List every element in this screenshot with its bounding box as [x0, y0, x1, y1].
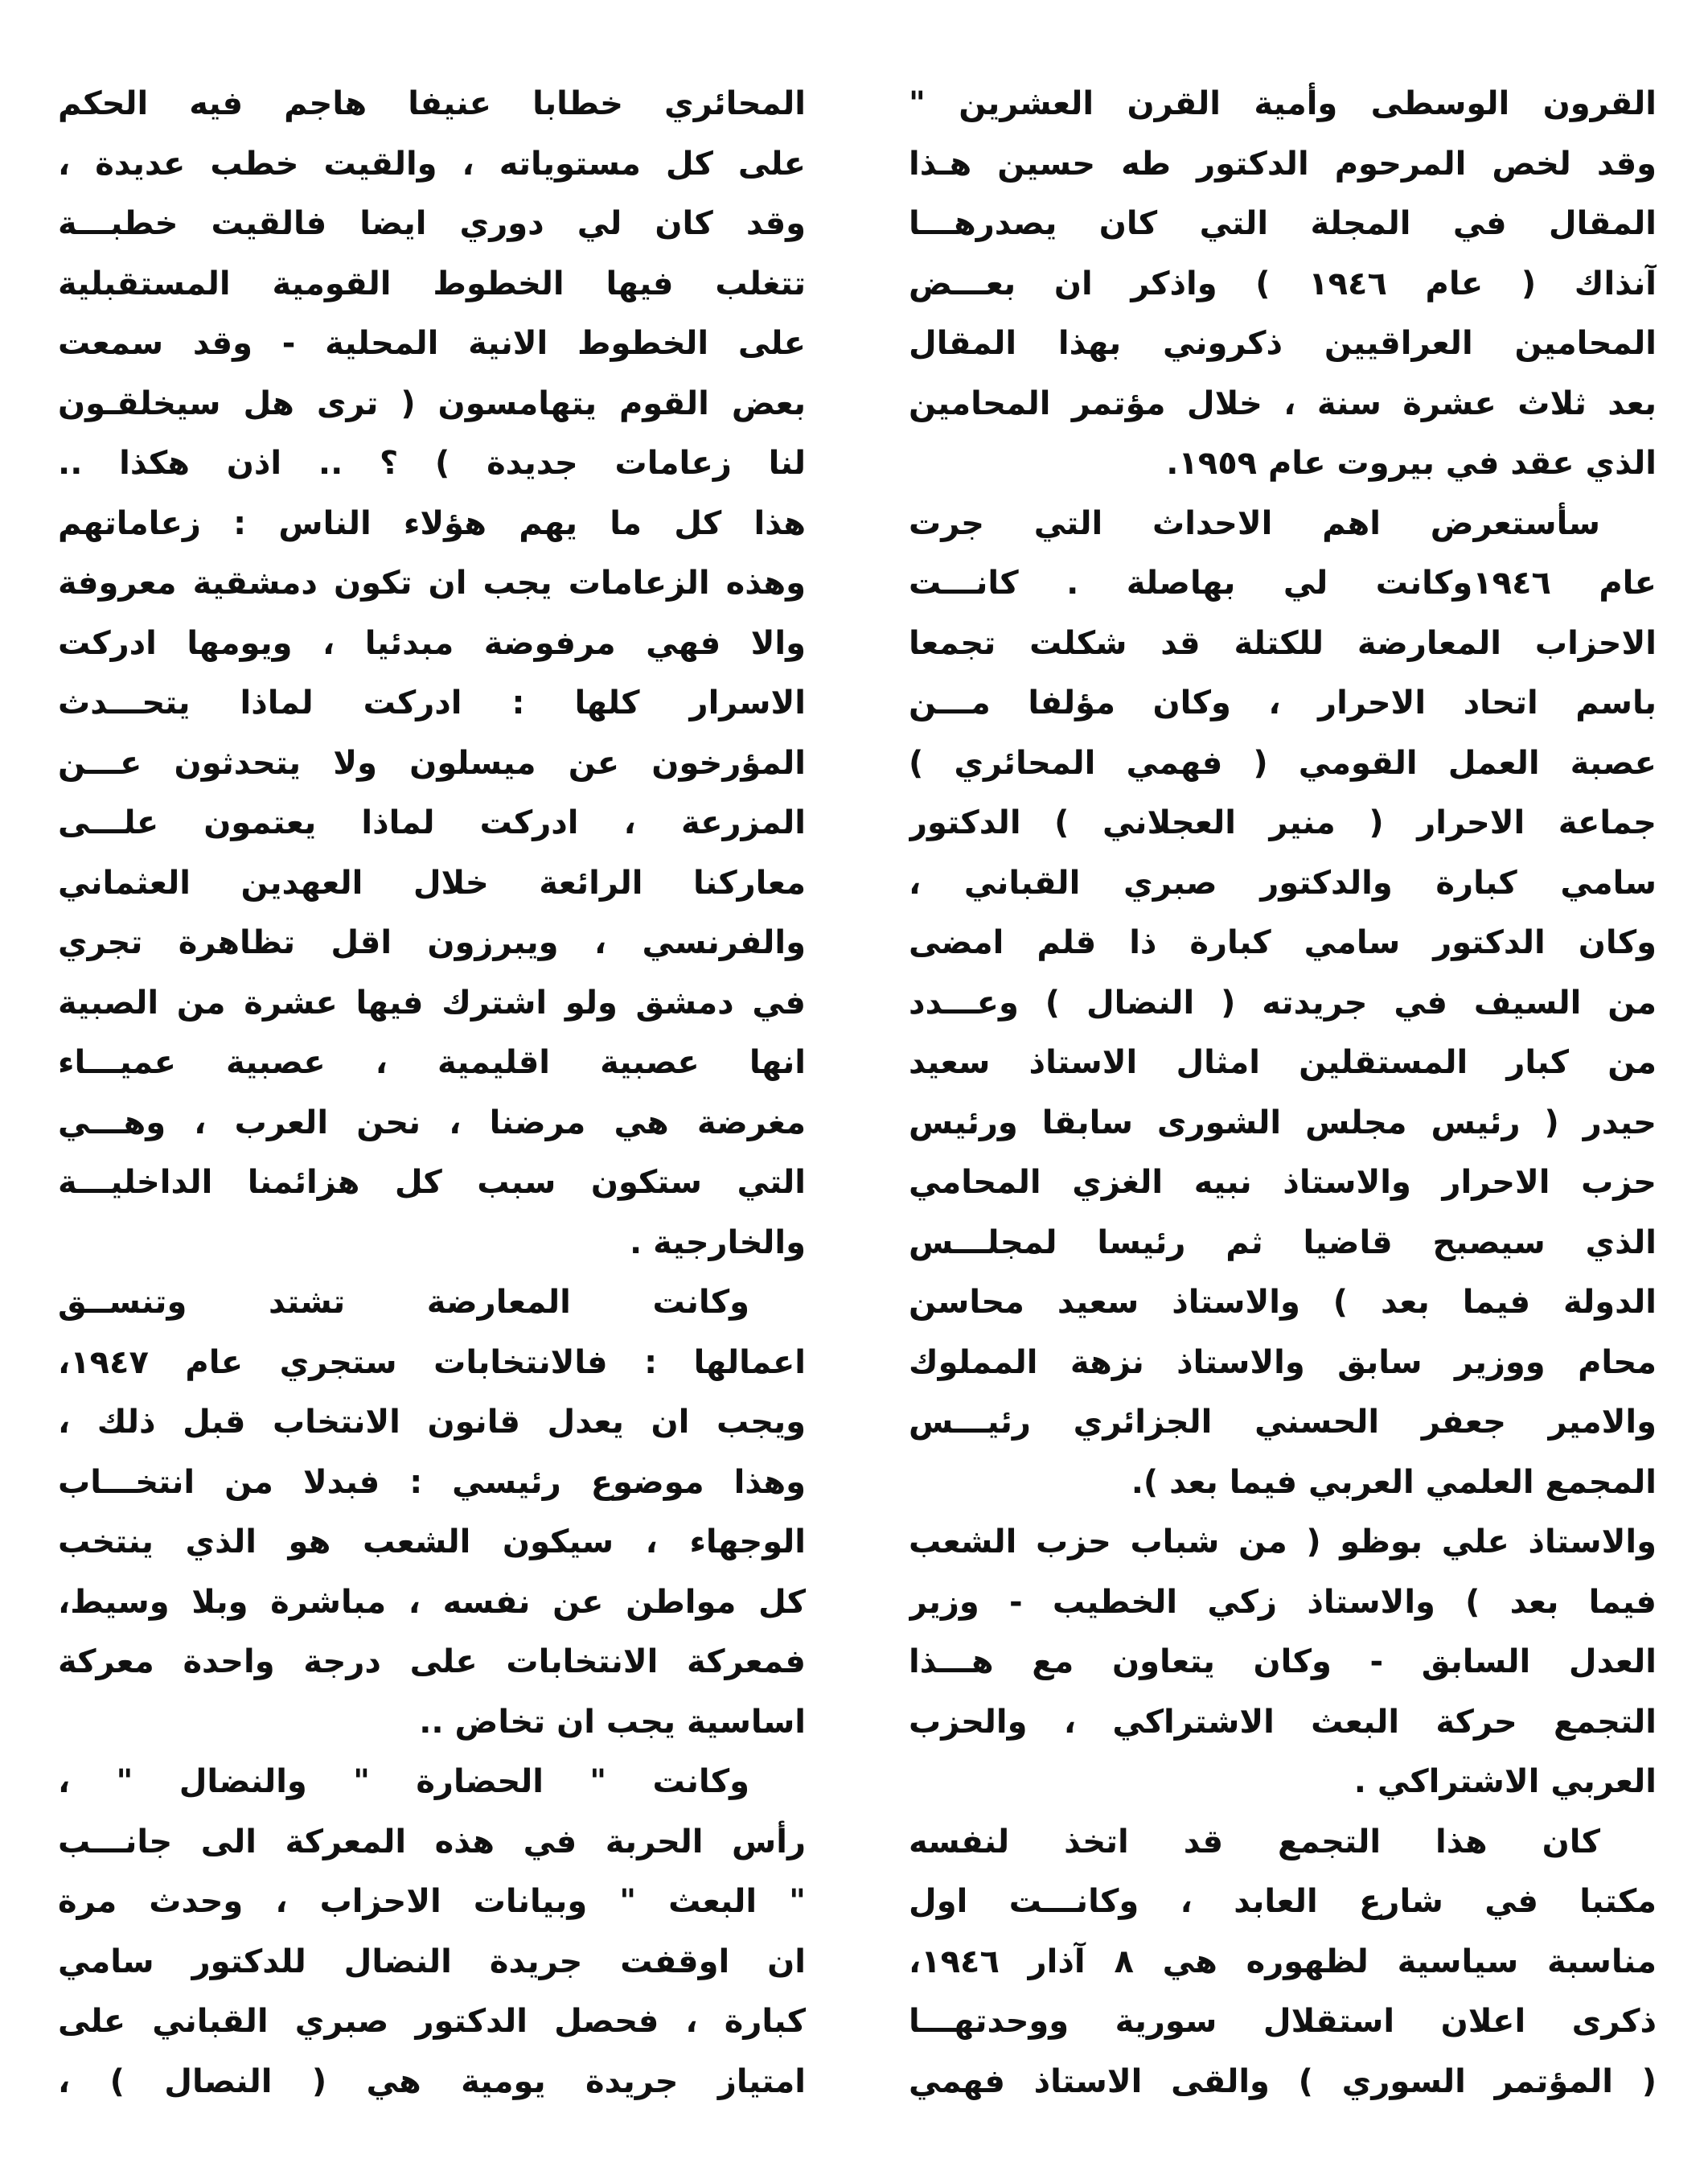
text-line: وهذه الزعامات يجب ان تكون دمشقية معروفة: [58, 565, 806, 602]
text-line: ( المؤتمر السوري ) والقى الاستاذ فهمي: [909, 2062, 1657, 2100]
text-line: لنا زعامات جديدة ) ؟ .. اذن هكذا ..: [58, 445, 806, 482]
text-line: وكانت " الحضارة " والنضال " ،: [58, 1763, 749, 1800]
text-line: فيما بعد ) والاستاذ زكي الخطيب - وزير: [909, 1583, 1657, 1621]
text-line: ذكرى اعلان استقلال سورية ووحدتهـــا: [909, 2003, 1657, 2040]
text-line: امتياز جريدة يومية هي ( النصال ) ،: [58, 2062, 806, 2100]
text-line: وقد لخص المرحوم الدكتور طه حسين هـذا: [909, 145, 1657, 183]
text-line: والا فهي مرفوضة مبدئيا ، ويومها ادركت: [58, 624, 806, 662]
text-line: الاحزاب المعارضة للكتلة قد شكلت تجمعا: [909, 624, 1657, 662]
text-line: اعمالها : فالانتخابات ستجري عام ١٩٤٧،: [58, 1343, 806, 1381]
text-line: على الخطوط الانية المحلية - وقد سمعت: [58, 325, 806, 362]
text-column-right: [909, 74, 1657, 2111]
text-line: هذا كل ما يهم هؤلاء الناس : زعاماتهم: [58, 504, 806, 542]
text-line: الدولة فيما بعد ) والاستاذ سعيد محاسن: [909, 1284, 1657, 1321]
text-line: العدل السابق - وكان يتعاون مع هـــذا: [909, 1643, 1657, 1680]
text-line: ان اوقفت جريدة النضال للدكتور سامي: [58, 1943, 806, 1980]
text-line: وكان الدكتور سامي كبارة ذا قلم امضى: [909, 924, 1657, 961]
text-line: وكانت المعارضة تشتد وتنســق: [58, 1284, 749, 1321]
text-line: المزرعة ، ادركت لماذا يعتمون علـــى: [58, 804, 806, 841]
text-line: والامير جعفر الحسني الجزائري رئيـــس: [909, 1404, 1657, 1441]
text-line: كان هذا التجمع قد اتخذ لنفسه: [909, 1823, 1600, 1860]
text-line: آنذاك ( عام ١٩٤٦ ) واذكر ان بعـــض: [909, 265, 1657, 302]
text-line: المجمع العلمي العربي فيما بعد ).: [1131, 1463, 1657, 1501]
text-line: الذي سيصبح قاضيا ثم رئيسا لمجلـــس: [909, 1223, 1657, 1261]
text-line: المحامين العراقيين ذكروني بهذا المقال: [909, 325, 1657, 362]
text-line: عصبة العمل القومي ( فهمي المحائري ): [909, 744, 1657, 782]
text-line: سأستعرض اهم الاحداث التي جرت: [909, 504, 1600, 542]
text-line: جماعة الاحرار ( منير العجلاني ) الدكتور: [909, 804, 1657, 841]
text-column-left: [58, 74, 806, 2111]
text-line: والخارجية .: [629, 1223, 806, 1261]
text-line: عام ١٩٤٦وكانت لي بهاصلة . كانـــت: [909, 565, 1657, 602]
text-line: بعد ثلاث عشرة سنة ، خلال مؤتمر المحامين: [909, 384, 1657, 422]
text-line: الوجهاء ، سيكون الشعب هو الذي ينتخب: [58, 1523, 806, 1560]
text-line: وهذا موضوع رئيسي : فبدلا من انتخـــاب: [58, 1463, 806, 1501]
text-line: مناسبة سياسية لظهوره هي ٨ آذار ١٩٤٦،: [909, 1943, 1657, 1980]
text-line: باسم اتحاد الاحرار ، وكان مؤلفا مـــن: [909, 685, 1657, 722]
text-line: حزب الاحرار والاستاذ نبيه الغزي المحامي: [909, 1164, 1657, 1201]
text-line: الذي عقد في بيروت عام ١٩٥٩.: [1166, 445, 1657, 482]
text-line: من كبار المستقلين امثال الاستاذ سعيد: [909, 1044, 1657, 1081]
text-line: التي ستكون سبب كل هزائمنا الداخليـــة: [58, 1164, 806, 1201]
text-line: فمعركة الانتخابات على درجة واحدة معركة: [58, 1643, 806, 1680]
text-line: المقال في المجلة التي كان يصدرهـــا: [909, 205, 1657, 242]
text-line: من السيف في جريدته ( النضال ) وعـــدد: [909, 984, 1657, 1022]
text-line: تتغلب فيها الخطوط القومية المستقبلية: [58, 265, 806, 302]
text-line: الاسرار كلها : ادركت لماذا يتحـــدث: [58, 685, 806, 722]
text-line: والفرنسي ، ويبرزون اقل تظاهرة تجري: [58, 924, 806, 961]
text-line: معاركنا الرائعة خلال العهدين العثماني: [58, 864, 806, 902]
text-line: انها عصبية اقليمية ، عصبية عميـــاء: [58, 1044, 806, 1081]
text-line: سامي كبارة والدكتور صبري القباني ،: [909, 864, 1657, 902]
text-line: القرون الوسطى وأمية القرن العشرين ": [909, 85, 1657, 122]
text-line: حيدر ( رئيس مجلس الشورى سابقا ورئيس: [909, 1104, 1657, 1141]
text-line: كبارة ، فحصل الدكتور صبري القباني على: [58, 2003, 806, 2040]
text-line: مغرضة هي مرضنا ، نحن العرب ، وهـــي: [58, 1104, 806, 1141]
text-line: رأس الحربة في هذه المعركة الى جانـــب: [58, 1823, 806, 1860]
text-line: العربي الاشتراكي .: [1353, 1763, 1657, 1800]
text-line: في دمشق ولو اشترك فيها عشرة من الصبية: [58, 984, 806, 1022]
text-line: بعض القوم يتهامسون ( ترى هل سيخلقـون: [58, 384, 806, 422]
text-line: وقد كان لي دوري ايضا فالقيت خطبـــة: [58, 205, 806, 242]
text-line: التجمع حركة البعث الاشتراكي ، والحزب: [909, 1703, 1657, 1741]
text-line: كل مواطن عن نفسه ، مباشرة وبلا وسيط،: [58, 1583, 806, 1621]
text-line: اساسية يجب ان تخاض ..: [419, 1703, 806, 1741]
text-line: " البعث " وبيانات الاحزاب ، وحدث مرة: [58, 1883, 806, 1920]
text-line: المحائري خطابا عنيفا هاجم فيه الحكم: [58, 85, 806, 122]
text-line: والاستاذ علي بوظو ( من شباب حزب الشعب: [909, 1523, 1657, 1560]
text-line: مكتبا في شارع العابد ، وكانـــت اول: [909, 1883, 1657, 1920]
text-line: محام ووزير سابق والاستاذ نزهة المملوك: [909, 1343, 1657, 1381]
text-line: على كل مستوياته ، والقيت خطب عديدة ،: [58, 145, 806, 183]
text-line: المؤرخون عن ميسلون ولا يتحدثون عـــن: [58, 744, 806, 782]
text-line: ويجب ان يعدل قانون الانتخاب قبل ذلك ،: [58, 1404, 806, 1441]
